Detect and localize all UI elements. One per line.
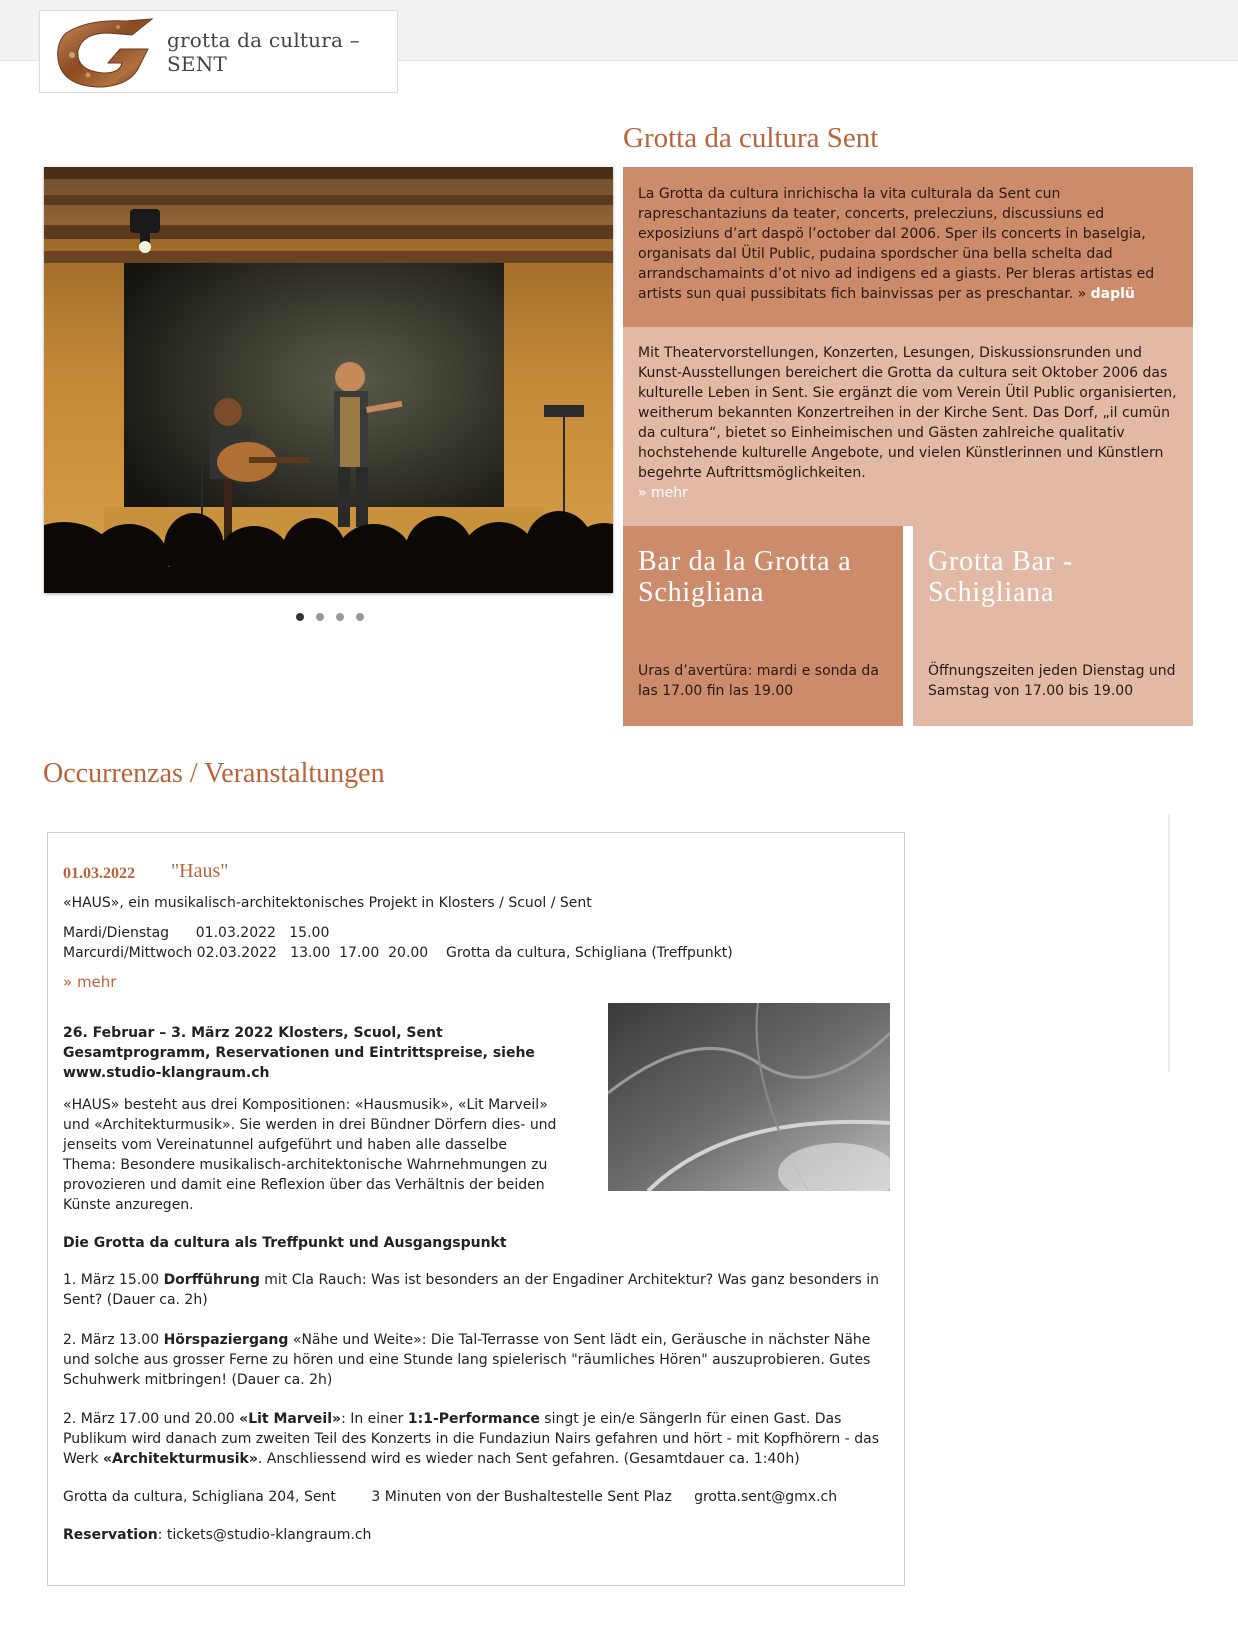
intro-german-text: Mit Theatervorstellungen, Konzerten, Lesungen, Diskussionsrunden und Kunst-Ausstellungen bereichert die Grotta da cultura seit Oktober 2006 das kulturelle Leben in Sent. Sie ergänzt die vom Verein Ütil Public organisierten, weitherum bekannten Konzertreihen in der Kirche Sent. Das Dorf, „il cumün da cultura“, bietet so Einheimischen und Gästen zahlreiche qualitativ hochstehende kulturelle Angebote, und vielen Künstlerinnen und Künstlern begehrte Auftrittsmöglichkeiten. <box>638 345 1177 481</box>
vault-photo <box>608 1003 890 1191</box>
program-item-title: «Lit Marveil» <box>239 1411 342 1427</box>
program-item-title: «Architekturmusik» <box>102 1451 258 1467</box>
event-schedule-line: Marcurdi/Mittwoch 02.03.2022 13.00 17.00 20.00 Grotta da cultura, Schigliana (Treffpunkt) <box>63 945 733 961</box>
logo-text: grotta da cultura – SENT <box>167 28 360 76</box>
intro-romansh-more-link[interactable]: daplü <box>1090 286 1135 302</box>
program-item-text: . Anschliessend wird es wieder nach Sent gefahren. (Gesamtdauer ca. 1:40h) <box>257 1451 800 1467</box>
program-item-time: 2. März 17.00 und 20.00 <box>63 1411 240 1427</box>
events-title: Occurrenzas / Veranstaltungen <box>43 758 385 789</box>
program-item-time: 1. März 15.00 <box>63 1272 164 1288</box>
reservation-email[interactable]: : tickets@studio-klangraum.ch <box>157 1527 372 1543</box>
slider-dots <box>296 613 376 623</box>
program-item-text: singt je ein/e SängerIn für einen Gast. Das Publikum wird danach zum zweiten Teil des Konzerts in die Fundaziun Nairs gefahren und hört - mit Kopfhörern - das Werk <box>63 1411 880 1467</box>
program-item-title: 1:1-Performance <box>407 1411 540 1427</box>
event-subtitle: «HAUS», ein musikalisch-architektonisches Projekt in Klosters / Scuol / Sent <box>63 895 592 911</box>
program-item <box>63 1270 883 1310</box>
intro-german-more-link[interactable]: » mehr <box>638 485 688 501</box>
event-description: «HAUS» besteht aus drei Kompositionen: «Hausmusik», «Lit Marveil» und «Architekturmusik». Sie werden in drei Bündner Dörfern dies- und jenseits vom Vereinatunnel aufgeführt und haben alle dasselbe Thema: Besondere musikalisch-architektonische Wahrnehmungen zu provozieren und damit eine Reflexion über das Verhältnis der beiden Künste anzuregen. <box>63 1097 557 1213</box>
event-schedule-line: Mardi/Dienstag 01.03.2022 15.00 <box>63 925 330 941</box>
bar-card-title: Bar da la Grotta a Schigliana <box>638 546 852 608</box>
site-logo[interactable] <box>39 10 398 93</box>
program-item <box>63 1330 883 1390</box>
bar-card-title: Grotta Bar - Schigliana <box>928 546 1073 608</box>
concert-photo <box>44 167 613 593</box>
event-headline: 26. Februar – 3. März 2022 Klosters, Scuol, Sent Gesamtprogramm, Reservationen und Eintrittspreise, siehe www.studio-klangraum.ch <box>63 1025 535 1081</box>
logo-g-icon <box>48 15 160 89</box>
bar-card-romansh[interactable] <box>623 526 903 726</box>
intro-german-panel <box>623 327 1193 526</box>
event-name[interactable]: "Haus" <box>171 860 229 882</box>
page-title: Grotta da cultura Sent <box>623 122 879 154</box>
program-item-text: : In einer <box>341 1411 408 1427</box>
intro-romansh-panel <box>623 167 1193 327</box>
event-reservation <box>63 1525 883 1545</box>
event-item <box>47 832 905 1586</box>
program-item-text: mit Cla Rauch: Was ist besonders an der Engadiner Architektur? Was ganz besonders in Sent? (Dauer ca. 2h) <box>63 1272 880 1308</box>
program-item-text: «Nähe und Weite»: Die Tal-Terrasse von Sent lädt ein, Geräusche in nächster Nähe und solche aus grosser Ferne zu hören und eine Stunde lang spielerisch "räumliches Hören" auszuprobieren. Gutes Schuhwerk mitbringen! (Dauer ca. 2h) <box>63 1332 871 1388</box>
intro-romansh-text: La Grotta da cultura inrichischa la vita culturala da Sent cun rapreschantaziuns da teater, concerts, prelecziuns, discussiuns ed exposiziuns d’art daspö l’october dal 2006. Sper ils concerts in baselgia, organisats dal Ütil Public, pudaina spordscher üna bella schelta dad arrandschamaints d’ot nivo ad indigens ed a giasts. Per bleras artistas ed artists sun quai pussibitats fich bainvissas per as preschantar. » <box>638 186 1155 302</box>
program-item-title: Dorfführung <box>163 1272 260 1288</box>
slider-dot-3[interactable] <box>336 613 344 621</box>
image-slider[interactable] <box>44 167 613 593</box>
treffpunkt-heading: Die Grotta da cultura als Treffpunkt und Ausgangspunkt <box>63 1235 507 1251</box>
bar-card-hours: Öffnungszeiten jeden Dienstag und Samstag von 17.00 bis 19.00 <box>928 663 1176 699</box>
slider-dot-2[interactable] <box>316 613 324 621</box>
event-address: Grotta da cultura, Schigliana 204, Sent 3 Minuten von der Bushaltestelle Sent Plaz grotta.sent@gmx.ch <box>63 1489 838 1505</box>
event-image <box>608 1003 890 1191</box>
event-date: 01.03.2022 <box>63 865 135 882</box>
slider-dot-4[interactable] <box>356 613 364 621</box>
slider-dot-1[interactable] <box>296 613 304 621</box>
program-item <box>63 1409 883 1469</box>
bar-card-german[interactable] <box>913 526 1193 726</box>
divider <box>1168 814 1170 1072</box>
event-more-link[interactable]: » mehr <box>63 973 117 991</box>
program-item-time: 2. März 13.00 <box>63 1332 164 1348</box>
program-item-title: Hörspaziergang <box>163 1332 289 1348</box>
bar-card-hours: Uras d’avertüra: mardi e sonda da las 17.00 fin las 19.00 <box>638 663 879 699</box>
reservation-label: Reservation <box>63 1527 158 1543</box>
